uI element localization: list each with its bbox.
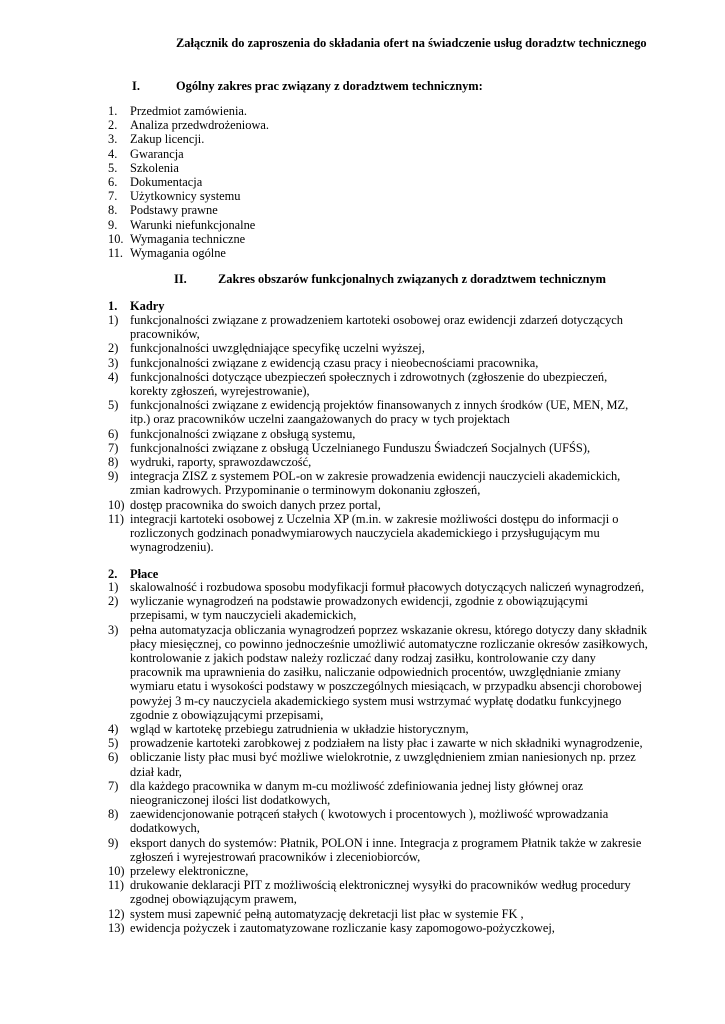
list-item (108, 580, 648, 594)
list-item-text: pełna automatyzacja obliczania wynagrodzeń poprzez wskazanie okresu, którego dotyczy dany składnik płacy miesięcznej, co powinno jednocześnie umożliwić automatyczne rozliczanie okresów zasiłkowych, kontrolowanie z jakich podstaw należy rozliczać dany rodzaj zasiłku, kontrolowanie czy dany pracownik ma uprawnienia do zasiłku, naliczanie odpowiednich procentów, uwzględnianie zmiany wymiaru etatu i wysokości podstawy w poszczególnych miesiącach, w przypadku absencji chorobowej powyżej 3 m-cy nauczyciela akademickiego system musi wstrzymać wypłatę dodatku funkcyjnego zgodnie z obowiązującymi przepisami, (130, 622, 648, 722)
list-item-number: 2) (108, 341, 119, 356)
list-item-text: Użytkownicy systemu (130, 189, 241, 204)
list-item-text: skalowalność i rozbudowa sposobu modyfikacji formuł płacowych dotyczących naliczeń wynagrodzeń, (130, 580, 645, 594)
list-item (108, 469, 648, 497)
list-item (108, 427, 648, 441)
list-item-text: wydruki, raporty, sprawozdawczość, (130, 455, 312, 470)
section-1-title: Ogólny zakres prac związany z doradztwem technicznym: (176, 79, 483, 93)
kadry-heading (108, 299, 164, 314)
list-item-number: 6) (108, 750, 119, 765)
kadry-title: Kadry (130, 299, 165, 313)
list-item-text: dla każdego pracownika w danym m-cu możliwość zdefiniowania jednej listy głównej oraz nieograniczonej ilości list dodatkowych, (130, 778, 584, 808)
list-item (108, 907, 648, 921)
list-item-number: 11) (108, 511, 125, 526)
list-item-number: 8) (108, 455, 119, 470)
list-item (108, 203, 648, 217)
list-item-number: 3) (108, 622, 119, 637)
list-item-text: Szkolenia (130, 160, 179, 175)
list-item-number: 5. (108, 160, 118, 175)
list-item-text: Przedmiot zamówienia. (130, 104, 247, 118)
list-item-text: funkcjonalności związane z ewidencją czasu pracy i nieobecnościami pracownika, (130, 355, 539, 370)
list-item-text: zaewidencjonowanie potrąceń stałych ( kwotowych i procentowych ), możliwość wprowadzania dodatkowych, (130, 807, 609, 836)
list-item-number: 2. (108, 118, 118, 133)
list-item-text: prowadzenie kartoteki zarobkowej z podziałem na listy płac i zawarte w nich składniki wynagrodzenie, (130, 736, 643, 751)
list-item-number: 4) (108, 369, 119, 384)
list-item-text: Wymagania ogólne (130, 246, 226, 261)
list-item (108, 498, 648, 512)
list-item (108, 370, 648, 398)
place-number: 2. (108, 567, 118, 581)
list-item (108, 878, 648, 906)
list-item-number: 10) (108, 864, 125, 879)
list-item-text: przelewy elektroniczne, (130, 864, 249, 879)
list-item-number: 3) (108, 355, 119, 370)
list-item-text: drukowanie deklaracji PIT z możliwością elektronicznej wysyłki do pracowników według procedury zgodnej obowiązującym prawem, (130, 878, 631, 907)
list-item-text: Analiza przedwdrożeniowa. (130, 118, 269, 133)
list-item-text: eksport danych do systemów: Płatnik, POLON i inne. Integracja z programem Płatnik także w zakresie zgłoszeń i wyrejestrowań pracowników i zleceniobiorców, (130, 835, 642, 864)
list-item-number: 10. (108, 231, 124, 246)
list-item-number: 5) (108, 736, 119, 751)
list-item-number: 7. (108, 189, 118, 204)
list-item-text: funkcjonalności związane z prowadzeniem kartoteki osobowej oraz ewidencji zdarzeń dotyczących pracowników, (130, 313, 623, 342)
list-item-number: 10) (108, 497, 125, 512)
list-item (108, 161, 648, 175)
list-item (108, 594, 648, 622)
list-item-text: ewidencja pożyczek i zautomatyzowane rozliczanie kasy zapomogowo-pożyczkowej, (130, 920, 555, 935)
list-item-number: 8) (108, 807, 119, 822)
list-item-number: 9) (108, 835, 119, 850)
list-item-text: wgląd w kartotekę przebiegu zatrudnienia w układzie historycznym, (130, 722, 469, 737)
list-item-number: 9) (108, 469, 119, 484)
list-item (108, 132, 648, 146)
list-item (108, 118, 648, 132)
list-item-text: funkcjonalności związane z obsługą Uczelnianego Funduszu Świadczeń Socjalnych (UFŚS), (130, 440, 591, 455)
section-1-number: I. (132, 79, 140, 93)
list-item-text: integracja ZISZ z systemem POL-on w zakresie prowadzenia ewidencji nauczycieli akademickich, zmian kadrowych. Przypominanie o terminowym dokonaniu zgłoszeń, (130, 469, 621, 498)
list-item (108, 864, 648, 878)
list-item (108, 750, 648, 778)
list-item-number: 5) (108, 398, 119, 413)
list-item (108, 623, 648, 722)
list-item (108, 232, 648, 246)
list-item (108, 836, 648, 864)
list-item-text: funkcjonalności uwzględniające specyfikę uczelni wyższej, (130, 341, 425, 356)
list-item (108, 313, 648, 341)
list-item-text: obliczanie listy płac musi być możliwe wielokrotnie, z uwzględnieniem zmian naniesionych np. przez dział kadr, (130, 750, 636, 779)
list-item (108, 512, 648, 555)
list-item (108, 779, 648, 807)
list-item (108, 441, 648, 455)
list-item (108, 104, 648, 118)
list-item (108, 722, 648, 736)
list-item (108, 175, 648, 189)
list-item-text: Wymagania techniczne (130, 231, 246, 246)
list-item (108, 246, 648, 260)
section-2-number: II. (174, 272, 187, 286)
list-item-number: 1) (108, 580, 119, 594)
kadry-number: 1. (108, 299, 118, 313)
list-item-number: 13) (108, 920, 125, 935)
list-item-text: funkcjonalności związane z obsługą systemu, (130, 426, 356, 441)
list-item (108, 455, 648, 469)
list-item (108, 807, 648, 835)
place-list (108, 580, 648, 935)
list-item-number: 8. (108, 203, 118, 218)
list-item-text: integracji kartoteki osobowej z Uczelnia XP (m.in. w zakresie możliwości dostępu do informacji o rozliczonych godzinach ponadwymiarowych nauczyciela akademickiego i przysługującym mu wynagrodzeniu). (130, 511, 619, 555)
list-item-text: Dokumentacja (130, 175, 203, 190)
list-item-number: 6) (108, 426, 119, 441)
list-item-text: Podstawy prawne (130, 203, 218, 218)
list-item-number: 6. (108, 175, 118, 190)
place-title: Płace (130, 567, 159, 581)
section-1-list (108, 104, 648, 260)
list-item-number: 4. (108, 146, 118, 161)
list-item-text: Warunki niefunkcjonalne (130, 217, 256, 232)
list-item (108, 189, 648, 203)
list-item-text: Gwarancja (130, 146, 184, 161)
list-item-number: 11) (108, 878, 125, 893)
list-item-number: 3. (108, 132, 118, 147)
list-item (108, 921, 648, 935)
list-item (108, 218, 648, 232)
kadry-list (108, 313, 648, 554)
list-item-number: 2) (108, 594, 119, 609)
list-item-text: Zakup licencji. (130, 132, 205, 147)
list-item-number: 4) (108, 722, 119, 737)
list-item-number: 1) (108, 313, 119, 327)
list-item-number: 9. (108, 217, 118, 232)
list-item-number: 7) (108, 440, 119, 455)
page-header: Załącznik do zaproszenia do składania ofert na świadczenie usług doradztw technicznego (176, 36, 647, 50)
list-item-text: funkcjonalności dotyczące ubezpieczeń społecznych i zdrowotnych (zgłoszenie do ubezpieczeń, korekty zgłoszeń, wyrejestrowanie), (130, 369, 608, 399)
list-item (108, 356, 648, 370)
list-item-number: 7) (108, 778, 119, 793)
list-item (108, 398, 648, 426)
list-item (108, 736, 648, 750)
list-item-number: 12) (108, 906, 125, 921)
list-item-text: dostęp pracownika do swoich danych przez portal, (130, 497, 381, 512)
list-item-number: 11. (108, 246, 124, 261)
list-item (108, 147, 648, 161)
list-item-text: wyliczanie wynagrodzeń na podstawie prowadzonych ewidencji, zgodnie z obowiązującymi przepisami, w tym nauczycieli akademickich, (130, 594, 588, 623)
list-item-text: funkcjonalności związane z ewidencją projektów finansowanych z innych środków (UE, MEN, MZ, itp.) oraz pracowników uczelni zaangażowanych do pracy w tych projektach (130, 398, 629, 427)
list-item-number: 1. (108, 104, 118, 118)
section-2-title: Zakres obszarów funkcjonalnych związanych z doradztwem technicznym (218, 272, 606, 286)
list-item-text: system musi zapewnić pełną automatyzację dekretacji list płac w systemie FK , (130, 906, 524, 921)
list-item (108, 341, 648, 355)
